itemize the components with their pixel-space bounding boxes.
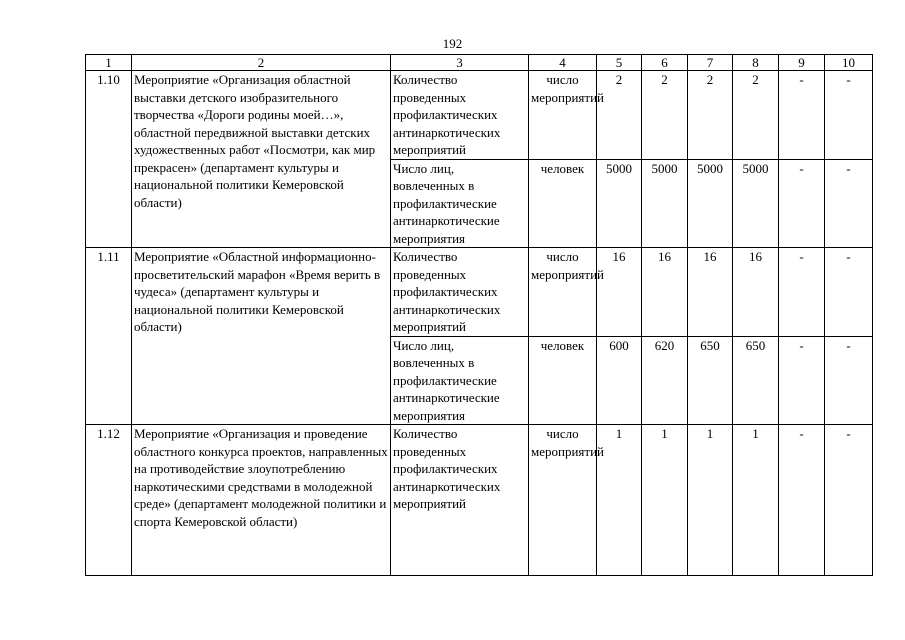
value-cell: -	[779, 71, 825, 160]
indicator-name: Количество проведенных профилактических антинаркотических мероприятий	[391, 425, 529, 576]
header-cell: 5	[597, 55, 642, 71]
header-cell: 1	[86, 55, 132, 71]
header-cell: 6	[642, 55, 688, 71]
value-cell: 2	[733, 71, 779, 160]
indicator-name: Число лиц, вовлеченных в профилактические антинаркотические мероприятия	[391, 336, 529, 425]
row-number: 1.11	[86, 248, 132, 425]
event-description: Мероприятие «Организация областной выставки детского изобразительного творчества «Дороги родины моей…», областной передвижной выставки детских художественных работ «Посмотри, как мир прекрасен» (департамент культуры и национальной политики Кемеровской области)	[132, 71, 391, 248]
value-cell: 650	[688, 336, 733, 425]
value-cell: 2	[597, 71, 642, 160]
page-number: 192	[442, 36, 463, 51]
value-cell: -	[779, 336, 825, 425]
indicator-name: Количество проведенных профилактических антинаркотических мероприятий	[391, 71, 529, 160]
header-row	[86, 55, 873, 71]
value-cell: 5000	[597, 159, 642, 248]
header-cell: 2	[132, 55, 391, 71]
header-cell: 3	[391, 55, 529, 71]
header-cell: 10	[825, 55, 873, 71]
header-cell: 7	[688, 55, 733, 71]
value-cell: 1	[597, 425, 642, 576]
value-cell: -	[825, 336, 873, 425]
value-cell: 1	[733, 425, 779, 576]
table-row	[86, 248, 873, 337]
value-cell: -	[825, 425, 873, 576]
program-table	[85, 54, 873, 576]
value-cell: 2	[688, 71, 733, 160]
value-cell: 1	[642, 425, 688, 576]
value-cell: 2	[642, 71, 688, 160]
indicator-name: Число лиц, вовлеченных в профилактические антинаркотические мероприятия	[391, 159, 529, 248]
value-cell: 16	[688, 248, 733, 337]
value-cell: 620	[642, 336, 688, 425]
value-cell: -	[779, 159, 825, 248]
value-cell: 650	[733, 336, 779, 425]
value-cell: -	[825, 159, 873, 248]
event-description: Мероприятие «Областной информационно-просветительский марафон «Время верить в чудеса» (департамент культуры и национальной политики Кемеровской области)	[132, 248, 391, 425]
value-cell: -	[825, 71, 873, 160]
value-cell: -	[779, 248, 825, 337]
indicator-unit: число мероприятий	[529, 71, 597, 160]
event-description: Мероприятие «Организация и проведение областного конкурса проектов, направленных на противодействие злоупотреблению наркотическими средствами в молодежной среде» (департамент молодежной политики и спорта Кемеровской области)	[132, 425, 391, 576]
value-cell: 16	[733, 248, 779, 337]
row-number: 1.12	[86, 425, 132, 576]
value-cell: 5000	[642, 159, 688, 248]
value-cell: 16	[597, 248, 642, 337]
header-cell: 4	[529, 55, 597, 71]
value-cell: 16	[642, 248, 688, 337]
value-cell: -	[825, 248, 873, 337]
indicator-unit: число мероприятий	[529, 248, 597, 337]
value-cell: 600	[597, 336, 642, 425]
row-number: 1.10	[86, 71, 132, 248]
indicator-unit: человек	[529, 336, 597, 425]
value-cell: 5000	[733, 159, 779, 248]
value-cell: 1	[688, 425, 733, 576]
value-cell: -	[779, 425, 825, 576]
indicator-name: Количество проведенных профилактических антинаркотических мероприятий	[391, 248, 529, 337]
value-cell: 5000	[688, 159, 733, 248]
header-cell: 8	[733, 55, 779, 71]
indicator-unit: число мероприятий	[529, 425, 597, 576]
table-row	[86, 71, 873, 160]
header-cell: 9	[779, 55, 825, 71]
indicator-unit: человек	[529, 159, 597, 248]
table-row	[86, 425, 873, 576]
